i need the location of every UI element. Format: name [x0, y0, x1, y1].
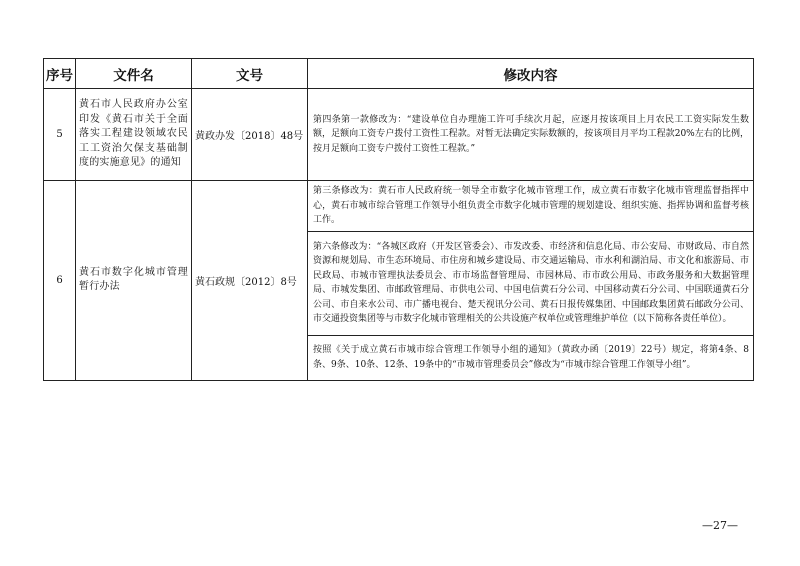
row-change-text: 第四条第一款修改为：“建设单位自办理施工许可手续次月起，应逐月按该项目上月农民工工资实际发生数额，足额向工资专户拨付工资性工程款。对暂无法确定实际数额的，按该项目月平均工程款20%左右的比例，按月足额向工资专户拨付工资性工程款。”: [308, 89, 754, 181]
header-file-name: 文件名: [76, 59, 192, 89]
header-changes: 修改内容: [308, 59, 754, 89]
row-doc-number: 黄石政规〔2012〕8号: [192, 181, 308, 381]
row-change-text: 第六条修改为：“各城区政府（开发区管委会）、市发改委、市经济和信息化局、市公安局、市财政局、市自然资源和规划局、市生态环境局、市住房和城乡建设局、市交通运输局、市水利和湖泊局、市文化和旅游局、市民政局、市城市管理执法委员会、市市场监督管理局、市园林局、市市政公用局、市政务服务和大数据管理局、市城发集团、市邮政管理局、市供电公司、中国电信黄石分公司、中国移动黄石分公司、中国联通黄石分公司、市自来水公司、市广播电视台、楚天视讯分公司、黄石日报传媒集团、中国邮政集团黄石邮政分公司、市交通投资集团等与市数字化城市管理相关的公共设施产权单位或管理维护单位（以下简称各责任单位）。: [308, 231, 754, 335]
row-change-text: 按照《关于成立黄石市城市综合管理工作领导小组的通知》（黄政办函〔2019〕22号）规定，将第4条、8条、9条、10条、12条、19条中的“市城市管理委员会”修改为“市城市综合管理工作领导小组”。: [308, 335, 754, 380]
row-serial: 5: [44, 89, 76, 181]
page-number: —27—: [702, 519, 738, 532]
row-change-text: 第三条修改为：黄石市人民政府统一领导全市数字化城市管理工作，成立黄石市数字化城市管理监督指挥中心，黄石市城市综合管理工作领导小组负责全市数字化城市管理的规划建设、组织实施、指挥协调和监督考核工作。: [308, 181, 754, 232]
header-serial: 序号: [44, 59, 76, 89]
amendment-table: [43, 58, 754, 381]
header-doc-number: 文号: [192, 59, 308, 89]
row-file-name: 黄石市数字化城市管理暂行办法: [76, 181, 192, 381]
table-header-row: [44, 59, 754, 89]
row-doc-number: 黄政办发〔2018〕48号: [192, 89, 308, 181]
row-file-name: 黄石市人民政府办公室印发《黄石市关于全面落实工程建设领域农民工工资治欠保支基础制度的实施意见》的通知: [76, 89, 192, 181]
table-row: [44, 89, 754, 181]
table-row: [44, 181, 754, 232]
row-serial: 6: [44, 181, 76, 381]
